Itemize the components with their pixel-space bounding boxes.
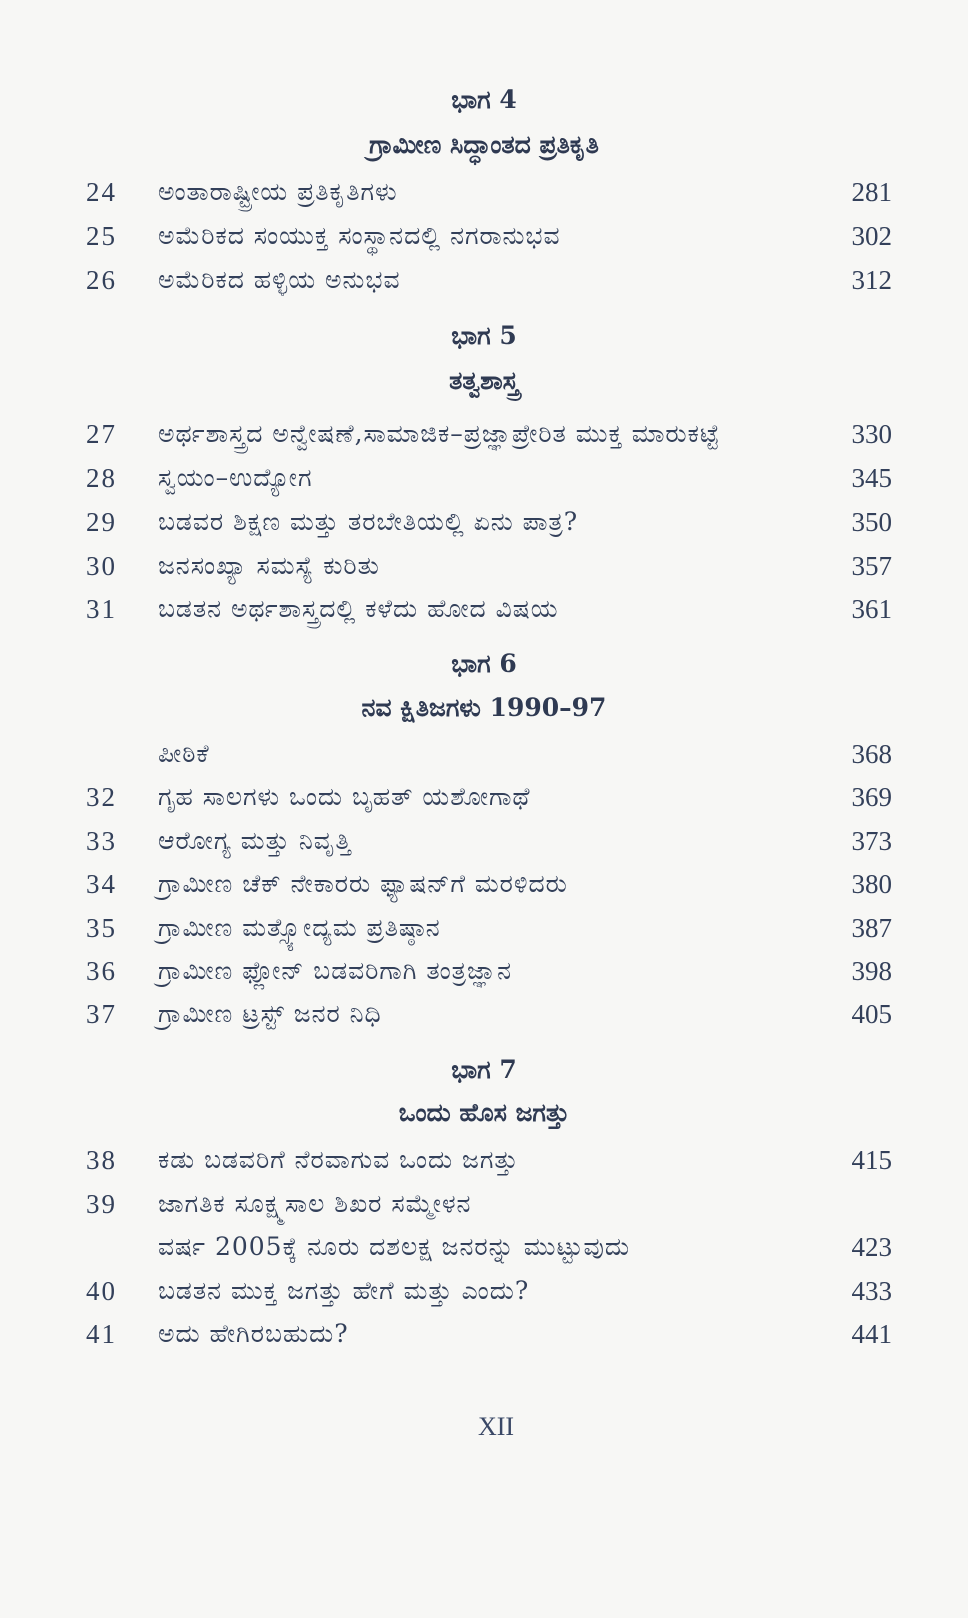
toc-entry [0, 864, 968, 904]
chapter-number: 39 [86, 1189, 117, 1219]
toc-entry [0, 908, 968, 948]
chapter-title: ಗ್ರಾಮೀಣ ಫ್ಲೋನ್ ಬಡವರಿಗಾಗಿ ತಂತ್ರಜ್ಞಾನ [158, 956, 512, 985]
toc-entry [0, 951, 968, 991]
toc-entry [0, 777, 968, 817]
part-heading: ಭಾಗ 4 [451, 85, 517, 114]
chapter-number: 28 [86, 463, 117, 493]
page-number: 345 [851, 463, 892, 493]
chapter-title: ಪೀಠಿಕೆ [158, 739, 210, 768]
chapter-title: ಆರೋಗ್ಯ ಮತ್ತು ನಿವೃತ್ತಿ [158, 826, 352, 855]
toc-entry [0, 589, 968, 629]
part-subtitle: ತತ್ವಶಾಸ್ತ್ರ [449, 366, 519, 395]
toc-entry [0, 172, 968, 212]
chapter-number: 38 [86, 1145, 117, 1175]
page-number: 405 [851, 999, 892, 1029]
part-subtitle: ಗ್ರಾಮೀಣ ಸಿದ್ಧಾಂತದ ಪ್ರತಿಕೃತಿ [369, 130, 599, 159]
page-number: 369 [851, 782, 892, 812]
chapter-number: 40 [86, 1276, 117, 1306]
chapter-number: 33 [86, 826, 117, 856]
chapter-number: 35 [86, 913, 117, 943]
chapter-number: 41 [86, 1319, 117, 1349]
chapter-title: ಸ್ವಯಂ–ಉದ್ಯೋಗ [158, 463, 313, 492]
chapter-title: ಗ್ರಾಮೀಣ ಟ್ರಸ್ಟ್ ಜನರ ನಿಧಿ [158, 999, 382, 1028]
chapter-title: ಅಮೆರಿಕದ ಹಳ್ಳಿಯ ಅನುಭವ [158, 265, 401, 294]
part-subtitle: ಒಂದು ಹೊಸ ಜಗತ್ತು [398, 1098, 570, 1127]
part-heading: ಭಾಗ 7 [451, 1055, 517, 1084]
part-heading: ಭಾಗ 6 [451, 649, 517, 678]
page-number: 415 [851, 1145, 892, 1175]
toc-entry [0, 821, 968, 861]
chapter-number: 25 [86, 221, 117, 251]
page-number: 302 [851, 221, 892, 251]
toc-entry [0, 1227, 968, 1267]
page-folio: XII [477, 1412, 515, 1441]
page-number: 357 [851, 551, 892, 581]
chapter-title: ಗ್ರಾಮೀಣ ಚೆಕ್ ನೇಕಾರರು ಫ್ಯಾಷನ್‌ಗೆ ಮರಳಿದರು [158, 869, 568, 898]
toc-entry [0, 1271, 968, 1311]
toc-entry [0, 1184, 968, 1224]
chapter-title: ಅಮೆರಿಕದ ಸಂಯುಕ್ತ ಸಂಸ್ಥಾನದಲ್ಲಿ ನಗರಾನುಭವ [158, 221, 561, 250]
page-number: 312 [851, 265, 892, 295]
toc-entry [0, 216, 968, 256]
page-number: 380 [851, 869, 892, 899]
toc-entry [0, 1140, 968, 1180]
page-number: 368 [851, 739, 892, 769]
toc-entry [0, 546, 968, 586]
chapter-number: 31 [86, 594, 117, 624]
chapter-title: ಜನಸಂಖ್ಯಾ ಸಮಸ್ಯೆ ಕುರಿತು [158, 551, 380, 580]
page-number: 361 [851, 594, 892, 624]
chapter-title: ಬಡವರ ಶಿಕ್ಷಣ ಮತ್ತು ತರಬೇತಿಯಲ್ಲಿ ಏನು ಪಾತ್ರ? [158, 507, 579, 536]
toc-entry [0, 502, 968, 542]
toc-entry [0, 734, 968, 774]
chapter-title: ಕಡು ಬಡವರಿಗೆ ನೆರವಾಗುವ ಒಂದು ಜಗತ್ತು [158, 1145, 519, 1174]
page-number: 387 [851, 913, 892, 943]
chapter-number: 29 [86, 507, 117, 537]
part-subtitle: ನವ ಕ್ಷಿತಿಜಗಳು 1990–97 [361, 693, 607, 722]
page-number: 350 [851, 507, 892, 537]
page-number: 373 [851, 826, 892, 856]
chapter-title: ಬಡತನ ಅರ್ಥಶಾಸ್ತ್ರದಲ್ಲಿ ಕಳೆದು ಹೋದ ವಿಷಯ [158, 594, 559, 623]
chapter-number: 36 [86, 956, 117, 986]
toc-entry [0, 260, 968, 300]
chapter-number: 37 [86, 999, 117, 1029]
toc-entry [0, 414, 968, 454]
chapter-title: ಜಾಗತಿಕ ಸೂಕ್ಷ್ಮಸಾಲ ಶಿಖರ ಸಮ್ಮೇಳನ [158, 1189, 472, 1218]
chapter-title: ಗ್ರಾಮೀಣ ಮತ್ಸ್ಯೋದ್ಯಮ ಪ್ರತಿಷ್ಠಾನ [158, 913, 441, 942]
chapter-number: 24 [86, 177, 117, 207]
toc-entry [0, 994, 968, 1034]
chapter-number: 32 [86, 782, 117, 812]
chapter-number: 30 [86, 551, 117, 581]
toc-entry [0, 458, 968, 498]
chapter-number: 26 [86, 265, 117, 295]
page-number: 441 [851, 1319, 892, 1349]
chapter-title: ಅಂತಾರಾಷ್ಟ್ರೀಯ ಪ್ರತಿಕೃತಿಗಳು [158, 177, 398, 206]
page-number: 398 [851, 956, 892, 986]
chapter-title: ಅರ್ಥಶಾಸ್ತ್ರದ ಅನ್ವೇಷಣೆ,ಸಾಮಾಜಿಕ–ಪ್ರಜ್ಞಾಪ್ರೇರಿತ ಮುಕ್ತ ಮಾರುಕಟ್ಟೆ [158, 419, 720, 448]
chapter-number: 27 [86, 419, 117, 449]
toc-entry [0, 1314, 968, 1354]
page-number: 281 [851, 177, 892, 207]
page-number: 423 [851, 1232, 892, 1262]
chapter-title: ಅದು ಹೇಗಿರಬಹುದು? [158, 1319, 349, 1348]
chapter-title: ಗೃಹ ಸಾಲಗಳು ಒಂದು ಬೃಹತ್ ಯಶೋಗಾಥೆ [158, 782, 531, 811]
chapter-title: ಬಡತನ ಮುಕ್ತ ಜಗತ್ತು ಹೇಗೆ ಮತ್ತು ಎಂದು? [158, 1276, 530, 1305]
page-number: 330 [851, 419, 892, 449]
part-heading: ಭಾಗ 5 [451, 321, 517, 350]
chapter-title: ವರ್ಷ 2005ಕ್ಕೆ ನೂರು ದಶಲಕ್ಷ ಜನರನ್ನು ಮುಟ್ಟುವುದು [158, 1232, 631, 1261]
chapter-number: 34 [86, 869, 117, 899]
page-number: 433 [851, 1276, 892, 1306]
